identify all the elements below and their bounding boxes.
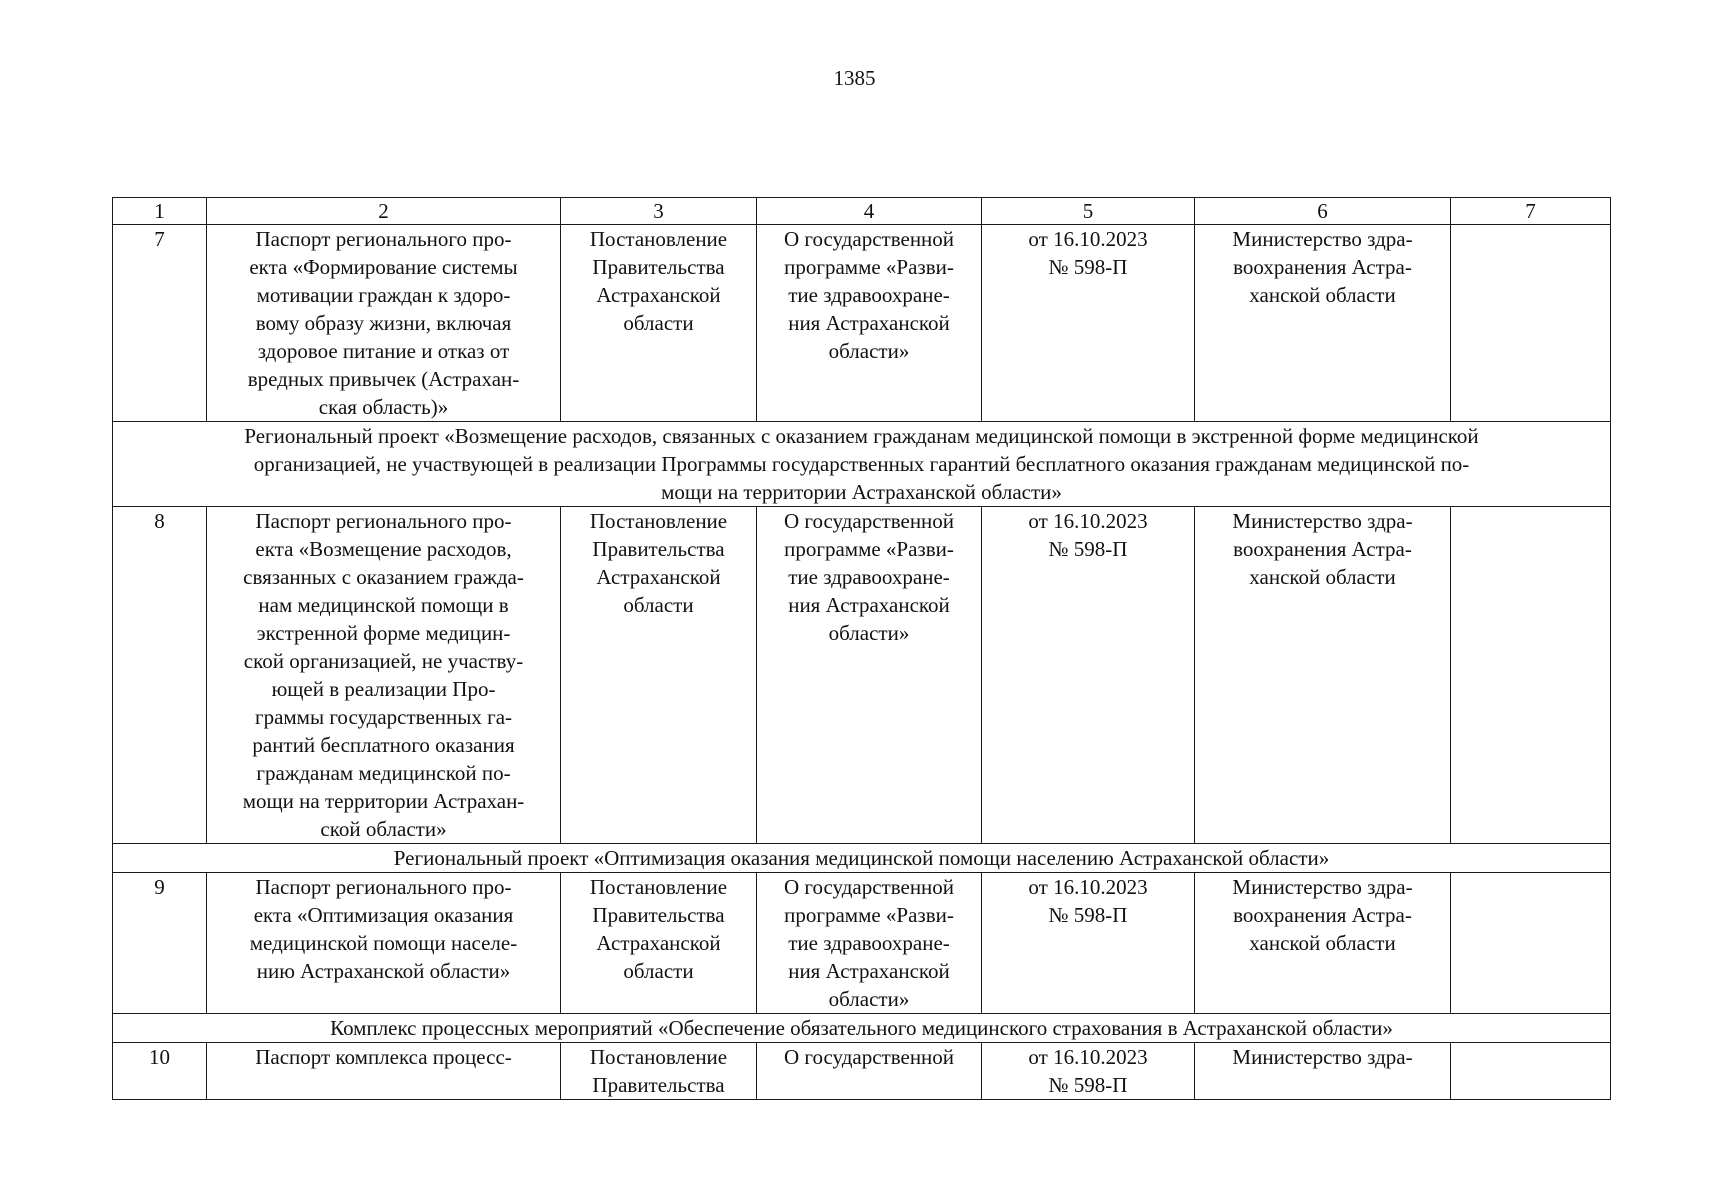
document-name-line: ской области»: [320, 817, 447, 841]
note-cell: [1451, 1043, 1611, 1100]
section-title-line: Региональный проект «Возмещение расходов, связанных с оказанием гражданам медицинской помощи в экстренной форме медицинской: [244, 424, 1479, 448]
document-name-cell: [207, 225, 561, 422]
document-type-line: Постановление: [589, 227, 728, 251]
document-name-line: Паспорт регионального про-: [255, 227, 512, 251]
row-number-cell: 10: [113, 1043, 207, 1100]
agency-cell: [1195, 225, 1451, 422]
table-row: [113, 873, 1611, 1014]
document-name-line: нию Астраханской области»: [256, 959, 511, 983]
table-row: [113, 225, 1611, 422]
document-name-line: ская область)»: [318, 395, 449, 419]
document-date-cell: [982, 225, 1195, 422]
document-name-line: Паспорт регионального про-: [255, 509, 512, 533]
document-date-line: № 598-П: [1048, 1073, 1128, 1097]
document-type-cell: [561, 225, 757, 422]
document-type-line: области: [623, 311, 694, 335]
note-cell: [1451, 873, 1611, 1014]
column-number-cell: 7: [1451, 198, 1611, 225]
column-number-cell: 6: [1195, 198, 1451, 225]
agency-line: воохранения Астра-: [1233, 903, 1412, 927]
document-date-cell: [982, 507, 1195, 844]
document-name-line: мощи на территории Астрахан-: [242, 789, 525, 813]
document-type-line: Постановление: [589, 1045, 728, 1069]
column-number-cell: 2: [207, 198, 561, 225]
document-date-line: от 16.10.2023: [1028, 509, 1148, 533]
document-title-cell: [757, 507, 982, 844]
document-title-line: О государственной: [783, 875, 955, 899]
document-date-line: № 598-П: [1048, 537, 1128, 561]
document-type-line: Правительства: [592, 537, 725, 561]
section-title: [113, 844, 1611, 873]
document-name-line: екта «Оптимизация оказания: [253, 903, 514, 927]
document-title-line: области»: [828, 621, 910, 645]
document-date-line: № 598-П: [1048, 255, 1128, 279]
document-name-line: Паспорт регионального про-: [255, 875, 512, 899]
agency-line: Министерство здра-: [1232, 875, 1413, 899]
agency-line: Министерство здра-: [1232, 227, 1413, 251]
document-name-line: нам медицинской помощи в: [258, 593, 509, 617]
section-header-row: [113, 422, 1611, 507]
document-title-cell: [757, 1043, 982, 1100]
section-title: [113, 422, 1611, 507]
document-title-line: ния Астраханской: [788, 959, 950, 983]
document-name-line: ющей в реализации Про-: [271, 677, 496, 701]
row-number-cell: 9: [113, 873, 207, 1014]
document-title-line: О государственной: [783, 1045, 955, 1069]
document-title-line: О государственной: [783, 509, 955, 533]
document-type-line: Правительства: [592, 1073, 725, 1097]
document-name-line: екта «Формирование системы: [249, 255, 518, 279]
agency-line: Министерство здра-: [1232, 509, 1413, 533]
document-type-cell: [561, 873, 757, 1014]
document-date-cell: [982, 873, 1195, 1014]
page-number: 1385: [833, 66, 876, 90]
agency-line: ханской области: [1249, 931, 1396, 955]
section-title-line: Комплекс процессных мероприятий «Обеспечение обязательного медицинского страхования в Астраханской области»: [330, 1016, 1393, 1040]
column-number-cell: 3: [561, 198, 757, 225]
document-name-line: вредных привычек (Астрахан-: [247, 367, 520, 391]
section-title-line: организацией, не участвующей в реализации Программы государственных гарантий бесплатного оказания гражданам медицинской по-: [253, 452, 1470, 476]
section-header-row: [113, 1014, 1611, 1043]
agency-cell: [1195, 1043, 1451, 1100]
document-name-line: здоровое питание и отказ от: [257, 339, 510, 363]
document-type-line: Астраханской: [596, 565, 721, 589]
document-type-line: Правительства: [592, 903, 725, 927]
column-number-row: [113, 198, 1611, 225]
document-title-line: тие здравоохране-: [788, 283, 950, 307]
document-name-line: медицинской помощи населе-: [249, 931, 518, 955]
document-type-line: Правительства: [592, 255, 725, 279]
document-date-line: от 16.10.2023: [1028, 227, 1148, 251]
document-name-cell: [207, 1043, 561, 1100]
document-name-line: вому образу жизни, включая: [255, 311, 512, 335]
document-type-line: Астраханской: [596, 931, 721, 955]
document-type-cell: [561, 1043, 757, 1100]
document-type-line: Астраханской: [596, 283, 721, 307]
document-title-line: О государственной: [783, 227, 955, 251]
document-name-line: граммы государственных га-: [254, 705, 513, 729]
registry-table: [112, 197, 1611, 1100]
document-title-line: области»: [828, 339, 910, 363]
document-name-line: мотивации граждан к здоро-: [256, 283, 511, 307]
document-type-line: области: [623, 593, 694, 617]
document-title-line: программе «Разви-: [784, 537, 954, 561]
agency-line: воохранения Астра-: [1233, 537, 1412, 561]
document-date-line: от 16.10.2023: [1028, 1045, 1148, 1069]
column-number-cell: 4: [757, 198, 982, 225]
section-title: [113, 1014, 1611, 1043]
row-number-cell: 7: [113, 225, 207, 422]
document-date-line: от 16.10.2023: [1028, 875, 1148, 899]
document-title-line: ния Астраханской: [788, 593, 950, 617]
section-title-line: Региональный проект «Оптимизация оказания медицинской помощи населению Астраханской области»: [393, 846, 1330, 870]
document-title-line: ния Астраханской: [788, 311, 950, 335]
note-cell: [1451, 507, 1611, 844]
document-type-cell: [561, 507, 757, 844]
column-number-cell: 1: [113, 198, 207, 225]
table-row: [113, 507, 1611, 844]
agency-line: ханской области: [1249, 565, 1396, 589]
document-title-line: тие здравоохране-: [788, 931, 950, 955]
document-type-line: Постановление: [589, 875, 728, 899]
agency-cell: [1195, 873, 1451, 1014]
document-type-line: Постановление: [589, 509, 728, 533]
document-name-line: Паспорт комплекса процесс-: [255, 1045, 512, 1069]
document-title-cell: [757, 873, 982, 1014]
document-name-cell: [207, 507, 561, 844]
agency-line: воохранения Астра-: [1233, 255, 1412, 279]
document-name-line: связанных с оказанием гражда-: [243, 565, 524, 589]
document-name-line: екта «Возмещение расходов,: [255, 537, 512, 561]
table-row: [113, 1043, 1611, 1100]
section-title-line: мощи на территории Астраханской области»: [661, 480, 1062, 504]
note-cell: [1451, 225, 1611, 422]
document-title-line: области»: [828, 987, 910, 1011]
section-header-row: [113, 844, 1611, 873]
document-name-line: рантий бесплатного оказания: [252, 733, 515, 757]
document-name-line: гражданам медицинской по-: [256, 761, 511, 785]
agency-cell: [1195, 507, 1451, 844]
document-title-line: программе «Разви-: [784, 903, 954, 927]
document-name-cell: [207, 873, 561, 1014]
document-title-cell: [757, 225, 982, 422]
agency-line: Министерство здра-: [1232, 1045, 1413, 1069]
document-type-line: области: [623, 959, 694, 983]
row-number-cell: 8: [113, 507, 207, 844]
document-name-line: ской организацией, не участву-: [243, 649, 524, 673]
document-date-cell: [982, 1043, 1195, 1100]
document-title-line: тие здравоохране-: [788, 565, 950, 589]
agency-line: ханской области: [1249, 283, 1396, 307]
document-title-line: программе «Разви-: [784, 255, 954, 279]
document-name-line: экстренной форме медицин-: [256, 621, 511, 645]
column-number-cell: 5: [982, 198, 1195, 225]
document-date-line: № 598-П: [1048, 903, 1128, 927]
